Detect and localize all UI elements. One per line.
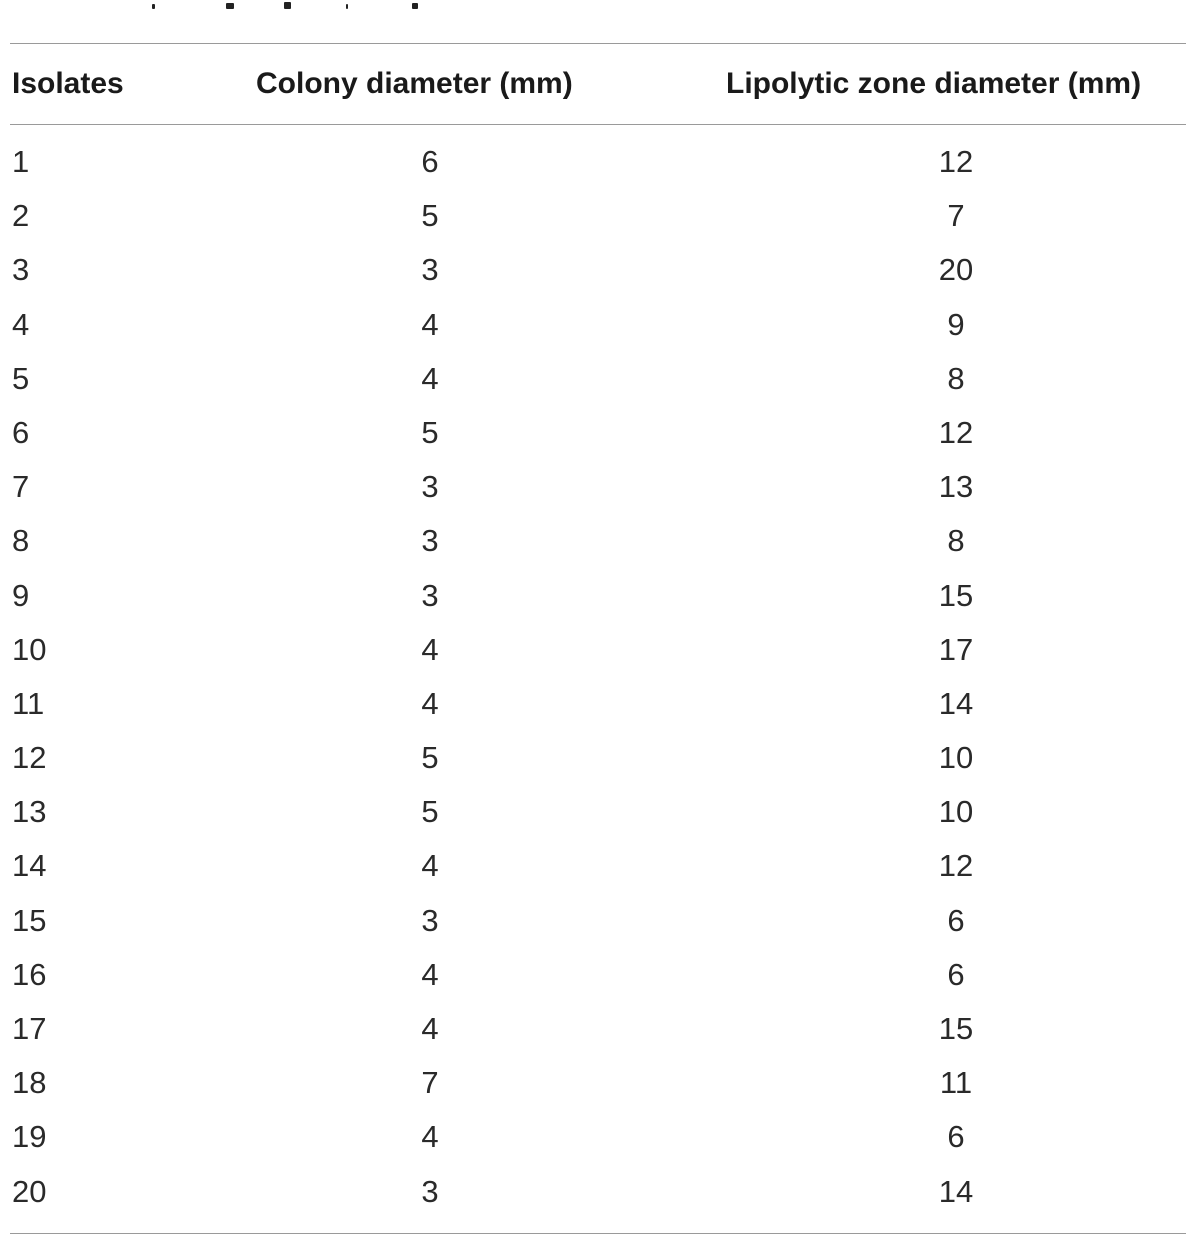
- lipolytic-zone-cell: 9: [947, 306, 965, 342]
- table-row: [0, 678, 1200, 732]
- isolate-cell: 17: [12, 1011, 47, 1046]
- lipolytic-zone-cell: 12: [938, 414, 974, 450]
- lipolytic-zone-cell: 6: [947, 956, 965, 992]
- isolate-cell: 9: [12, 577, 30, 613]
- colony-diameter-cell: 4: [421, 685, 439, 721]
- isolate-cell: 1: [12, 144, 30, 179]
- colony-diameter-cell: 5: [421, 794, 439, 830]
- table-row: [0, 895, 1200, 949]
- lipolytic-zone-cell: 11: [939, 1065, 973, 1101]
- lipolytic-zone-cell: 8: [947, 360, 965, 396]
- table-top-rule: [10, 43, 1186, 44]
- header-isolates: Isolates: [12, 67, 124, 100]
- lipolytic-zone-cell: 15: [938, 577, 974, 613]
- colony-diameter-cell: 5: [421, 198, 439, 234]
- colony-diameter-cell: 4: [421, 360, 439, 396]
- colony-diameter-cell: 3: [421, 902, 439, 938]
- isolate-cell: 7: [12, 469, 30, 505]
- lipolytic-zone-cell: 6: [947, 902, 965, 938]
- table-row: [0, 732, 1200, 786]
- isolate-cell: 19: [12, 1119, 47, 1155]
- colony-diameter-cell: 3: [421, 469, 439, 505]
- isolate-cell: 8: [12, 523, 30, 559]
- isolate-cell: 4: [12, 306, 30, 342]
- table-row: [0, 949, 1200, 1003]
- isolate-cell: 12: [12, 740, 47, 776]
- table-row: [0, 461, 1200, 515]
- table-row: [0, 407, 1200, 461]
- lipolytic-zone-cell: 6: [947, 1119, 965, 1155]
- table-row: [0, 353, 1200, 407]
- colony-diameter-cell: 3: [421, 1173, 439, 1209]
- isolate-cell: 10: [12, 631, 47, 667]
- table-bottom-rule: [10, 1233, 1186, 1234]
- colony-diameter-cell: 3: [421, 252, 439, 288]
- lipolytic-zone-cell: 8: [947, 523, 965, 559]
- lipolytic-zone-cell: 7: [947, 198, 965, 234]
- isolate-cell: 13: [12, 794, 47, 830]
- table-row: [0, 1166, 1200, 1220]
- lipolytic-zone-cell: 10: [938, 794, 974, 830]
- isolate-cell: 5: [12, 360, 30, 396]
- isolate-cell: 6: [12, 414, 30, 450]
- colony-diameter-cell: 5: [421, 740, 439, 776]
- isolate-cell: 16: [12, 956, 47, 992]
- isolate-cell: 15: [12, 902, 47, 938]
- isolate-cell: 18: [12, 1065, 47, 1101]
- table-row: [0, 515, 1200, 569]
- table-row: [0, 136, 1200, 190]
- lipolytic-zone-cell: 10: [938, 740, 974, 776]
- lipolytic-zone-cell: 14: [938, 1173, 974, 1209]
- colony-diameter-cell: 5: [421, 414, 439, 450]
- isolate-cell: 3: [12, 252, 30, 288]
- colony-diameter-cell: 4: [421, 848, 439, 884]
- header-lipolytic-zone-diameter: Lipolytic zone diameter (mm): [726, 67, 1142, 100]
- table-row: [0, 244, 1200, 298]
- lipolytic-zone-cell: 12: [938, 144, 974, 179]
- isolate-cell: 20: [12, 1173, 47, 1209]
- colony-diameter-cell: 4: [421, 1119, 439, 1155]
- table-row: [0, 1057, 1200, 1111]
- table-row: [0, 1111, 1200, 1165]
- lipolytic-zone-cell: 17: [938, 631, 974, 667]
- colony-diameter-cell: 4: [421, 1011, 439, 1046]
- colony-diameter-cell: 6: [421, 144, 439, 179]
- table-row: [0, 1003, 1200, 1057]
- lipolytic-zone-cell: 12: [938, 848, 974, 884]
- isolate-cell: 2: [12, 198, 30, 234]
- isolate-cell: 14: [12, 848, 47, 884]
- table-row: [0, 299, 1200, 353]
- lipolytic-zone-cell: 13: [938, 469, 974, 505]
- colony-diameter-cell: 3: [421, 523, 439, 559]
- table-row: [0, 786, 1200, 840]
- header-colony-diameter: Colony diameter (mm): [256, 67, 573, 100]
- colony-diameter-cell: 4: [421, 306, 439, 342]
- table-row: [0, 624, 1200, 678]
- table-row: [0, 840, 1200, 894]
- cropped-caption-text: [0, 0, 1200, 10]
- table-row: [0, 190, 1200, 244]
- colony-diameter-cell: 3: [421, 577, 439, 613]
- table-row: [0, 570, 1200, 624]
- colony-diameter-cell: 7: [421, 1065, 439, 1101]
- lipolytic-zone-cell: 20: [938, 252, 974, 288]
- header-rule: [10, 124, 1186, 125]
- lipolytic-zone-cell: 15: [938, 1011, 974, 1046]
- colony-diameter-cell: 4: [421, 956, 439, 992]
- colony-diameter-cell: 4: [421, 631, 439, 667]
- table-body: [0, 136, 1200, 1220]
- isolate-cell: 11: [12, 685, 45, 721]
- lipolytic-zone-cell: 14: [938, 685, 974, 721]
